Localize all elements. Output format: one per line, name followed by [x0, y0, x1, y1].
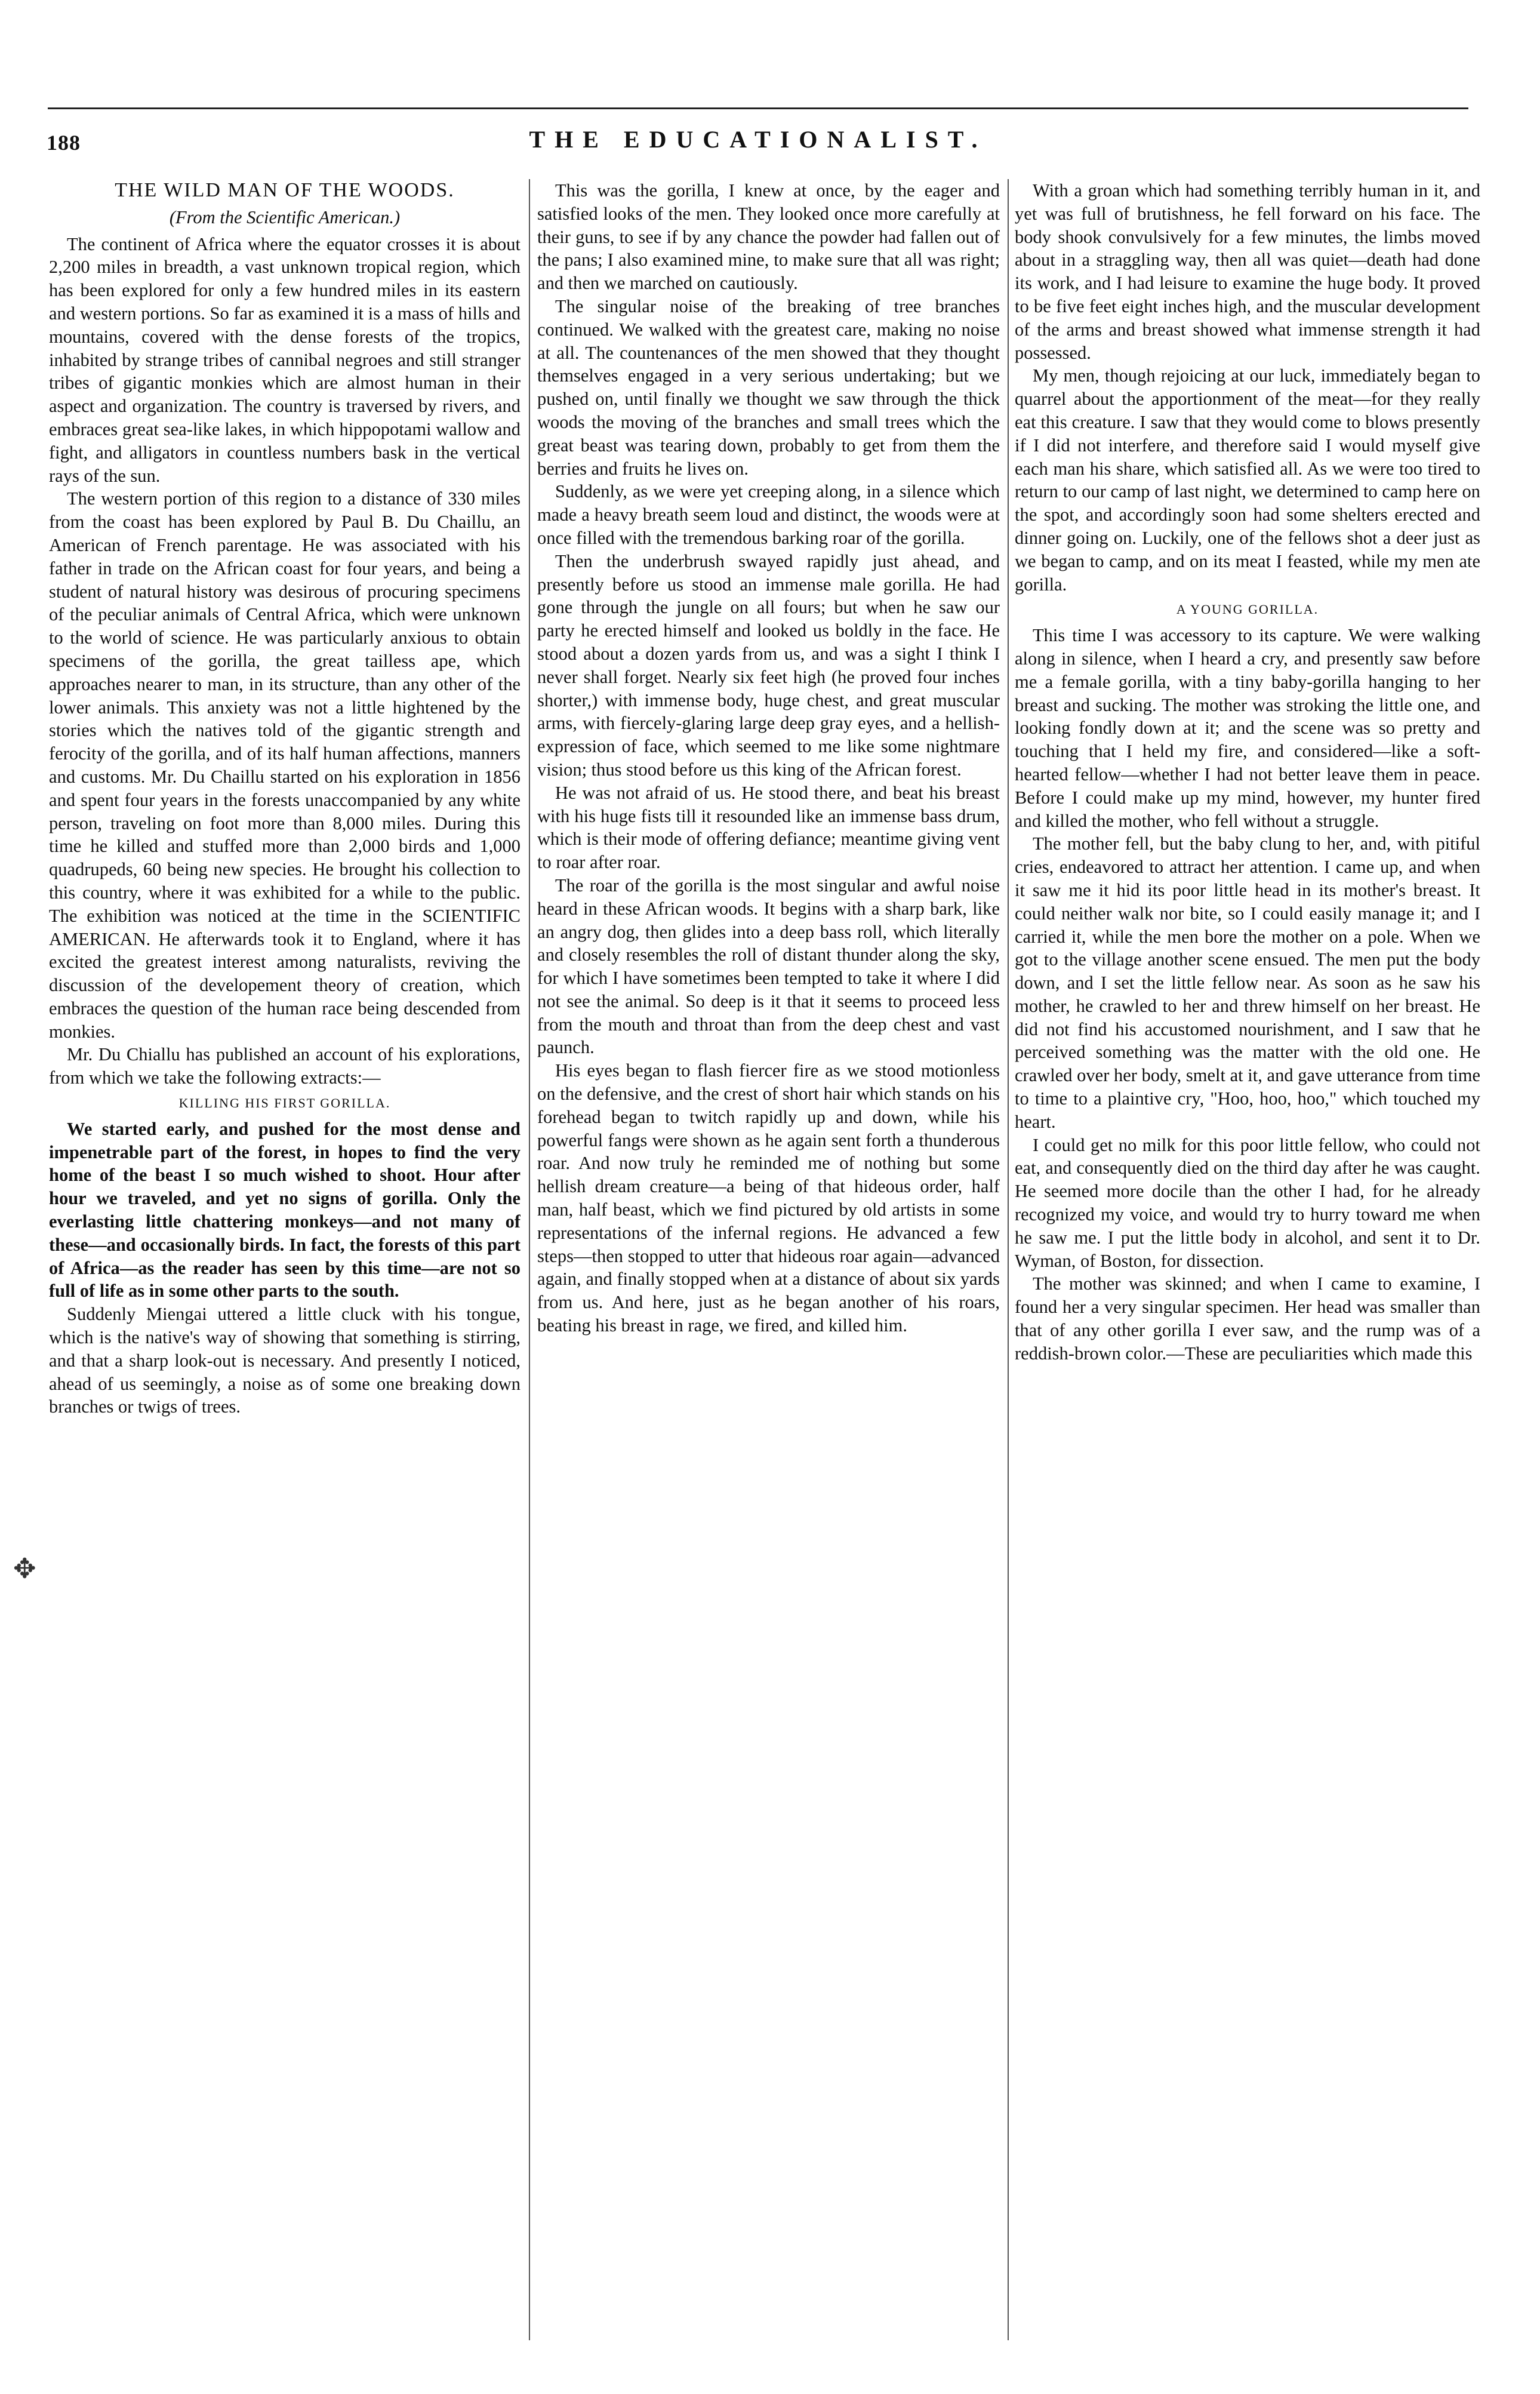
- column-2: [537, 179, 1000, 2340]
- paragraph: Then the underbrush swayed rapidly just ahead, and presently before us stood an immense male gorilla. He had gone through the jungle on all fours; but when he saw our party he erected himself and looked us boldly in the face. He stood about a dozen yards from us, and was a sight I think I never shall forget. Nearly six feet high (he proved four inches shorter,) with immense body, huge chest, and great muscular arms, with fiercely-glaring large deep gray eyes, and a hellish-expression of face, which seemed to me like some nightmare vision; thus stood before us this king of the African forest.: [537, 550, 1000, 780]
- article-title: THE WILD MAN OF THE WOODS.: [115, 179, 455, 201]
- margin-mark-icon: ✥: [13, 1553, 36, 1584]
- paragraph: His eyes began to flash fiercer fire as we stood motionless on the defensive, and the crest of short hair which stands on his forehead began to twitch rapidly up and down, while his powerful fangs were shown as he again sent forth a thunderous roar. And now truly he reminded me of nothing but some hellish dream creature—a being of that hideous order, half man, half beast, which we find pictured by old artists in some representations of the infernal regions. He advanced a few steps—then stopped to utter that hideous roar again—advanced again, and finally stopped when at a distance of about six yards from us. And here, just as he began another of his roars, beating his breast in rage, we fired, and killed him.: [537, 1060, 1000, 1336]
- paragraph: With a groan which had something terribly human in it, and yet was full of brutishness, he fell forward on his face. The body shook convulsively for a few minutes, the limbs moved about in a straggling way, then all was quiet—death had done its work, and I had leisure to examine the huge body. It proved to be five feet eight inches high, and the muscular development of the arms and breast showed what immense strength it had possessed.: [1015, 180, 1480, 363]
- paragraph: I could get no milk for this poor little fellow, who could not eat, and consequently died on the third day after he was caught. He seemed more docile than the other I had, for he already recognized my voice, and would try to hurry toward me when he saw me. I put the little body in alcohol, and sent it to Dr. Wyman, of Boston, for dissection.: [1015, 1134, 1480, 1271]
- article-source: (From the Scientific American.): [169, 207, 401, 227]
- paragraph: We started early, and pushed for the most dense and impenetrable part of the forest, in hopes to find the very home of the beast I so much wished to shoot. Hour after hour we traveled, and yet no signs of gorilla. Only the everlasting little chattering monkeys—and not many of these—and occasionally birds. In fact, the forests of this part of Africa—as the reader has seen by this time—are not so full of life as in some other parts to the south.: [49, 1118, 520, 1301]
- paragraph: The mother fell, but the baby clung to her, and, with pitiful cries, endeavored to attract her attention. I came up, and when it saw me it hid its poor little head in its mother's breast. It could neither walk nor bite, so I could easily manage it; and I carried it, while the men bore the mother on a pole. When we got to the village another scene ensued. The men put the body down, and I set the little fellow near. As soon as he saw his mother, he crawled to her and threw himself on her breast. He did not find his accustomed nourishment, and I saw that he perceived something was the matter with the old one. He crawled over her body, smelt at it, and gave utterance from time to time to a plaintive cry, "Hoo, hoo, hoo," which touched my heart.: [1015, 833, 1480, 1132]
- column-1: [49, 179, 520, 2340]
- paragraph: The mother was skinned; and when I came to examine, I found her a very singular specimen. Her head was smaller than that of any other gorilla I ever saw, and the rump was of a reddish-brown color.—These are peculiarities which made this: [1015, 1273, 1480, 1364]
- top-rule: [48, 107, 1468, 109]
- paragraph: This was the gorilla, I knew at once, by the eager and satisfied looks of the men. They looked once more carefully at their guns, to see if by any chance the powder had fallen out of the pans; I also examined mine, to make sure that all was right; and then we marched on cautiously.: [537, 180, 1000, 294]
- paragraph: Suddenly, as we were yet creeping along, in a silence which made a heavy breath seem loud and distinct, the woods were at once filled with the tremendous barking roar of the gorilla.: [537, 481, 1000, 548]
- paragraph: The continent of Africa where the equator crosses it is about 2,200 miles in breadth, a vast unknown tropical region, which has been explored for only a few hundred miles in its eastern and western portions. So far as examined it is a mass of hills and mountains, covered with the dense forests of the tropics, inhabited by strange tribes of cannibal negroes and still stranger tribes of gigantic monkies which are almost human in their aspect and organization. The country is traversed by rivers, and embraces great sea-like lakes, in which hippopotami wallow and fight, and alligators in countless numbers bask in the vertical rays of the sun.: [49, 233, 520, 486]
- paragraph: Suddenly Miengai uttered a little cluck with his tongue, which is the native's way of showing that something is stirring, and that a sharp look-out is necessary. And presently I noticed, ahead of us seemingly, a noise as of some one breaking down branches or twigs of trees.: [49, 1304, 520, 1417]
- column-3: [1015, 179, 1480, 2340]
- paragraph: This time I was accessory to its capture. We were walking along in silence, when I heard a cry, and presently saw before me a female gorilla, with a tiny baby-gorilla hanging to her breast and sucking. The mother was stroking the little one, and looking fondly down at it; and the scene was so pretty and touching that I held my fire, and considered—like a soft-hearted fellow—whether I had not better leave them in peace. Before I could make up my mind, however, my hunter fired and killed the mother, who fell without a struggle.: [1015, 625, 1480, 831]
- page-number: 188: [47, 131, 81, 155]
- section-heading: KILLING HIS FIRST GORILLA.: [178, 1096, 391, 1111]
- paragraph: The roar of the gorilla is the most singular and awful noise heard in these African woods. It begins with a sharp bark, like an angry dog, then glides into a deep bass roll, which literally and closely resembles the roll of distant thunder along the sky, for which I have sometimes been tempted to take it where I did not see the animal. So deep is it that it seems to proceed less from the mouth and throat than from the deep chest and vast paunch.: [537, 875, 1000, 1058]
- column-divider: [1008, 179, 1009, 2340]
- section-heading: A YOUNG GORILLA.: [1176, 602, 1319, 617]
- paragraph: My men, though rejoicing at our luck, immediately began to quarrel about the apportionment of the meat—for they really eat this creature. I saw that they would come to blows presently if I did not interfere, and therefore said I would myself give each man his share, which satisfied all. As we were too tired to return to our camp of last night, we determined to camp here on the spot, and accordingly soon had some shelters erected and dinner going on. Luckily, one of the fellows shot a deer just as we began to camp, and on its meat I feasted, while my men ate gorilla.: [1015, 365, 1480, 595]
- paragraph: The western portion of this region to a distance of 330 miles from the coast has been explored by Paul B. Du Chaillu, an American of French parentage. He was associated with his father in trade on the African coast for four years, and being a student of natural history was desirous of procuring specimens of the peculiar animals of Central Africa, which were unknown to the world of science. He was particularly anxious to obtain specimens of the gorilla, the great tailless ape, which approaches nearer to man, in its structure, than any other of the lower animals. This anxiety was not a little hightened by the stories which the natives told of the gigantic strength and ferocity of the gorilla, and of its half human affections, manners and customs. Mr. Du Chaillu started on his exploration in 1856 and spent four years in the forests unaccompanied by any white person, traveling on foot more than 8,000 miles. During this time he killed and stuffed more than 2,000 birds and 1,000 quadrupeds, 60 being new species. He brought his collection to this country, where it was exhibited for a while to the public. The exhibition was noticed at the time in the SCIENTIFIC AMERICAN. He afterwards took it to England, where it has excited the greatest interest among naturalists, reviving the discussion of the developement theory of creation, which embraces the question of the human race being descended from monkies.: [49, 488, 520, 1042]
- paragraph: Mr. Du Chiallu has published an account of his explorations, from which we take the following extracts:—: [49, 1044, 520, 1088]
- column-divider: [529, 179, 530, 2340]
- paragraph: The singular noise of the breaking of tree branches continued. We walked with the greatest care, making no noise at all. The countenances of the men showed that they thought themselves engaged in a very serious undertaking; but we pushed on, until finally we thought we saw through the thick woods the moving of the branches and small trees which the great beast was tearing down, probably to get from them the berries and fruits he lives on.: [537, 296, 1000, 479]
- paragraph: He was not afraid of us. He stood there, and beat his breast with his huge fists till it resounded like an immense bass drum, which is their mode of offering defiance; meantime giving vent to roar after roar.: [537, 782, 1000, 873]
- running-head: THE EDUCATIONALIST.: [529, 126, 987, 153]
